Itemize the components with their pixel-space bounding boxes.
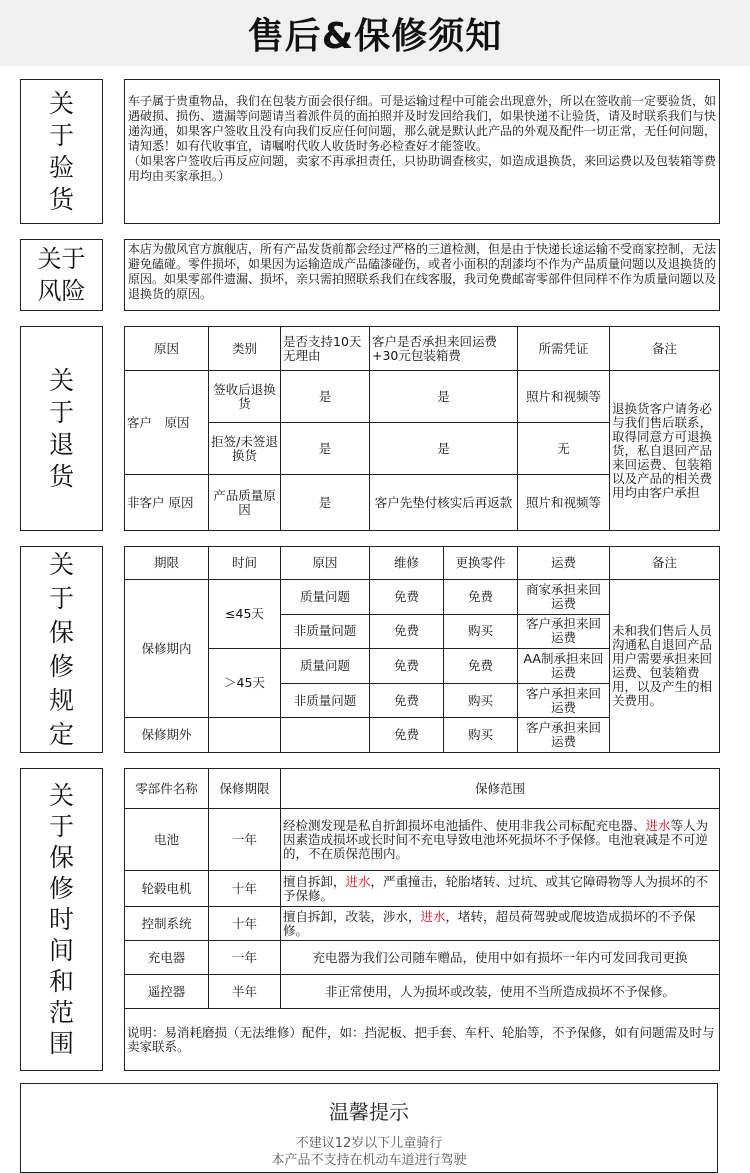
warranty-rules-table	[124, 546, 720, 753]
section-label	[20, 239, 103, 311]
label-char: 关	[48, 365, 74, 395]
label-char: 关	[48, 549, 74, 579]
label-char: 验	[48, 152, 74, 182]
section-returns	[20, 326, 720, 531]
label-char: 时	[48, 905, 74, 934]
reason-cell: 质量问题	[281, 580, 370, 615]
col-header: 备注	[610, 547, 720, 580]
label-char: 货	[48, 461, 74, 491]
repair-cell: 免费	[370, 718, 444, 753]
time-cell	[209, 718, 281, 753]
scope-cell	[281, 809, 720, 871]
period-cell: 半年	[209, 975, 281, 1009]
label-char: 关	[48, 88, 74, 118]
inspection-paragraph: 车子属于贵重物品，我们在包装方面会很仔细。可是运输过程中可能会出现意外，所以在签收前一定要验货，如遇破损、损伤、遗漏等问题请当着派件员的面拍照并及时发回给我们，如果快递不让验货，请及时联系我们与快递沟通，如果客户签收且没有向我们反应任何问题，那么就是默认此产品的外观及配件一切正常，无任何问题，请知悉！如有代收事宜，请嘱咐代收人收货时务必检查好才能签收。	[128, 94, 717, 153]
scope-text: 擅自拆卸，	[283, 873, 346, 889]
label-char: 间	[48, 936, 74, 965]
label-char: 保	[48, 617, 74, 647]
label-char: 于	[48, 812, 74, 841]
period-cell: 十年	[209, 871, 281, 907]
label-char: 规	[48, 685, 74, 715]
label-char: 退	[48, 429, 74, 459]
inspection-text	[124, 79, 720, 224]
reason-cell: 质量问题	[281, 649, 370, 684]
part-name-cell: 轮毂电机	[125, 871, 209, 907]
shipping-cell: AA制承担来回运费	[518, 649, 610, 684]
repair-cell: 免费	[370, 683, 444, 718]
tips-line: 本产品不支持在机动车道进行驾驶	[271, 1153, 467, 1168]
period-cell: 十年	[209, 907, 281, 941]
returns-note: 退换货客户请务必与我们售后联系，取得同意方可退换货，私自退回产品来回运费、包装箱以及产品的相关费用均由客户承担	[610, 371, 720, 531]
ten-day-cell: 是	[281, 423, 370, 475]
repair-cell: 免费	[370, 614, 444, 649]
fee-cell: 是	[370, 371, 518, 423]
part-cell: 购买	[444, 718, 518, 753]
part-cell: 购买	[444, 614, 518, 649]
label-char: 修	[48, 874, 74, 903]
proof-cell: 无	[518, 423, 610, 475]
col-header: 运费	[518, 547, 610, 580]
reason-cell	[281, 718, 370, 753]
repair-cell: 免费	[370, 580, 444, 615]
part-cell: 免费	[444, 649, 518, 684]
label-char: 围	[48, 1029, 74, 1058]
fee-cell: 是	[370, 423, 518, 475]
ten-day-cell: 是	[281, 371, 370, 423]
label-char: 于	[48, 583, 74, 613]
shipping-cell: 商家承担来回运费	[518, 580, 610, 615]
shipping-cell: 客户承担来回运费	[518, 718, 610, 753]
warranty-note: 未和我们售后人员沟通私自退回产品用户需要承担来回运费、包装箱费用，以及产生的相关费用。	[610, 580, 720, 753]
scope-highlight: 进水	[645, 817, 671, 833]
scope-text: 经检测发现是私自折卸损坏电池插件、使用非我公司标配充电器、	[283, 817, 646, 833]
reason-cell: 非质量问题	[281, 683, 370, 718]
proof-cell: 照片和视频等	[518, 475, 610, 531]
warranty-scope-table-wrap	[124, 768, 720, 1071]
page-title: 售后&保修须知	[247, 15, 503, 57]
label-line: 关于	[37, 245, 86, 273]
section-label	[20, 546, 103, 753]
label-char: 修	[48, 651, 74, 681]
fee-cell: 客户先垫付核实后再返款	[370, 475, 518, 531]
scope-cell	[281, 907, 720, 941]
part-name-cell: 充电器	[125, 941, 209, 975]
part-name-cell: 电池	[125, 809, 209, 871]
scope-highlight: 进水	[345, 873, 371, 889]
risk-paragraph: 本店为傲风官方旗舰店，所有产品发货前都会经过严格的三道检测，但是由于快递长途运输不受商家控制，无法避免磕碰。零件损坏，如果因为运输造成产品磕漆碰伤，或者小面积的刮漆均不作为产品质量问题以及退换货的原因。如果零部件遗漏、损坏，亲只需拍照联系我们在线客服，我司免费邮寄零部件但同样不作为质量问题以及退换货的原因。	[128, 242, 717, 301]
col-header: 期限	[125, 547, 209, 580]
scope-text: ，堵转，超员荷驾驶或爬坡造成损坏的不予保修。	[283, 908, 696, 938]
col-header: 时间	[209, 547, 281, 580]
part-cell: 购买	[444, 683, 518, 718]
risk-text	[124, 239, 720, 311]
col-header: 类别	[209, 327, 281, 371]
label-char: 关	[48, 781, 74, 810]
shipping-cell: 客户承担来回运费	[518, 614, 610, 649]
period-cell: 保修期外	[125, 718, 209, 753]
scope-highlight: 进水	[420, 908, 446, 924]
tips-title: 温馨提示	[329, 1100, 409, 1124]
label-char: 保	[48, 843, 74, 872]
label-char: 于	[48, 120, 74, 150]
col-header: 所需凭证	[518, 327, 610, 371]
returns-table	[124, 326, 720, 531]
period-cell: 一年	[209, 941, 281, 975]
reason-cell: 非质量问题	[281, 614, 370, 649]
category-cell: 签收后退换货	[209, 371, 281, 423]
col-header: 原因	[125, 327, 209, 371]
ten-day-cell: 是	[281, 475, 370, 531]
time-cell: ＞45天	[209, 649, 281, 718]
col-header: 维修	[370, 547, 444, 580]
label-line: 风险	[37, 277, 86, 305]
tips-line: 不建议12岁以下儿童骑行	[295, 1136, 443, 1151]
section-warranty-rules	[20, 546, 720, 753]
proof-cell: 照片和视频等	[518, 371, 610, 423]
col-header: 保修范围	[281, 769, 720, 809]
label-char: 货	[48, 184, 74, 214]
col-header: 客户是否承担来回运费+30元包装箱费	[370, 327, 518, 371]
time-cell: ≤45天	[209, 580, 281, 649]
scope-text: 擅自拆卸，改装，涉水，	[283, 908, 421, 924]
part-name-cell: 遥控器	[125, 975, 209, 1009]
shipping-cell: 客户承担来回运费	[518, 683, 610, 718]
reason-cell: 客户 原因	[125, 371, 209, 475]
scope-cell	[281, 871, 720, 907]
section-label	[20, 768, 103, 1071]
tips-box	[20, 1083, 718, 1173]
section-inspection	[20, 79, 720, 224]
warranty-rules-table-wrap	[124, 546, 720, 753]
scope-cell: 非正常使用，人为损坏或改装，使用不当所造成损坏不予保修。	[281, 975, 720, 1009]
category-cell: 拒签/未签退换货	[209, 423, 281, 475]
warranty-scope-table	[124, 768, 720, 1071]
col-header: 备注	[610, 327, 720, 371]
label-char: 和	[48, 967, 74, 996]
scope-cell: 充电器为我们公司随车赠品，使用中如有损坏一年内可发回我司更换	[281, 941, 720, 975]
section-risk	[20, 239, 720, 311]
col-header: 零部件名称	[125, 769, 209, 809]
returns-table-wrap	[124, 326, 720, 531]
scope-text: ，严重撞击，轮胎堵转、过坑、或其它障碍物等人为损坏的不予保修。	[283, 873, 709, 903]
col-header: 更换零件	[444, 547, 518, 580]
part-cell: 免费	[444, 580, 518, 615]
reason-cell: 非客户 原因	[125, 475, 209, 531]
inspection-note: （如果客户签收后再反应问题，卖家不再承担责任，只协助调查核实，如造成退换货，来回运费以及包装箱等费用均由买家承担。）	[128, 154, 717, 183]
col-header: 是否支持10天无理由	[281, 327, 370, 371]
part-name-cell: 控制系统	[125, 907, 209, 941]
repair-cell: 免费	[370, 649, 444, 684]
period-cell: 一年	[209, 809, 281, 871]
label-char: 定	[48, 719, 74, 749]
col-header: 原因	[281, 547, 370, 580]
category-cell: 产品质量原因	[209, 475, 281, 531]
section-label	[20, 79, 103, 224]
scope-text: 等人为因素造成损坏或长时间不充电导致电池坏死损坏不予保修。电池衰减是不可逆的，不在质保范围内。	[283, 817, 709, 861]
period-cell: 保修期内	[125, 580, 209, 718]
section-label	[20, 326, 103, 531]
label-char: 于	[48, 397, 74, 427]
col-header: 保修期限	[209, 769, 281, 809]
page-header	[0, 0, 750, 66]
label-char: 范	[48, 998, 74, 1027]
section-warranty-scope	[20, 768, 720, 1071]
consumables-note: 说明：易消耗磨损（无法维修）配件，如：挡泥板、把手套、车杆、轮胎等，不予保修，如有问题需及时与卖家联系。	[125, 1009, 720, 1071]
